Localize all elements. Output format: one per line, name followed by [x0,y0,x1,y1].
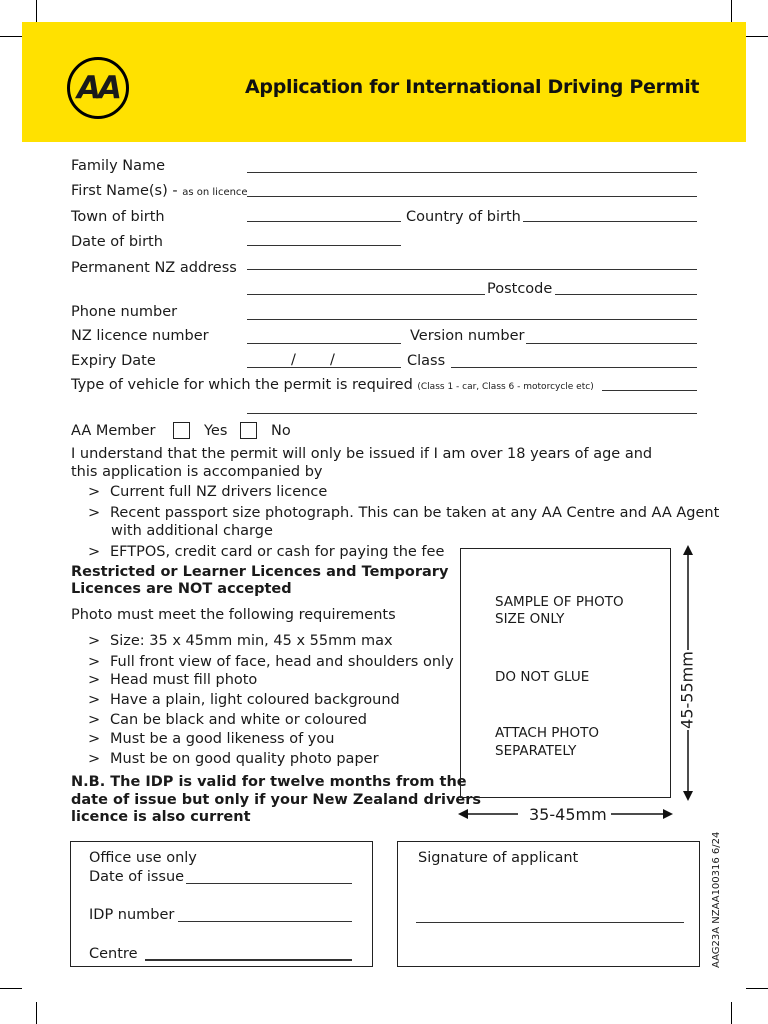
centre-label: Centre [89,946,138,962]
height-dimension-label: 45-55mm [677,651,697,729]
list-item-text: Size: 35 x 45mm min, 45 x 55mm max [110,633,393,649]
vehicle-type-text: Type of vehicle for which the permit is required [71,377,413,393]
bullet-marker: > [88,654,101,670]
office-use-title: Office use only [89,850,197,866]
bullet-marker: > [88,712,101,728]
aa-logo [67,57,129,119]
permanent-address-label: Permanent NZ address [71,260,237,276]
vehicle-type-note: (Class 1 - car, Class 6 - motorcycle etc) [417,382,594,392]
vehicle-type-field-2[interactable] [247,413,697,414]
version-number-label: Version number [410,328,525,344]
signature-field[interactable] [416,922,684,923]
list-item-text: Must be a good likeness of you [110,731,335,747]
expiry-slash: / [291,352,296,368]
aa-member-label: AA Member [71,423,156,439]
first-names-label [71,182,248,202]
class-field[interactable] [451,367,697,368]
photo-sample-line2: SIZE ONLY [495,611,565,627]
photo-sample-box [460,548,671,798]
bullet-marker: > [88,544,101,560]
bullet-marker: > [88,672,101,688]
list-item-text: Full front view of face, head and shoulders only [110,654,454,670]
first-names-text: First Name(s) - [71,183,183,199]
restricted-notice-line2 [71,580,292,598]
nz-licence-number-field[interactable] [247,343,401,344]
crop-mark [731,0,732,22]
photo-requirements-title: Photo must meet the following requirements [71,607,396,623]
date-of-birth-label: Date of birth [71,234,163,250]
crop-mark [0,36,22,37]
idp-number-field[interactable] [178,921,352,922]
crop-mark [0,988,22,989]
idp-number-label: IDP number [89,907,175,923]
crop-mark [731,1002,732,1024]
town-of-birth-label: Town of birth [71,209,165,225]
crop-mark [36,1002,37,1024]
date-of-issue-label: Date of issue [89,869,185,885]
bullet-marker: > [88,633,101,649]
expiry-slash: / [330,352,335,368]
crop-mark [746,988,768,989]
list-item-text: Recent passport size photograph. This can be taken at any AA Centre and AA Agent [110,505,720,521]
list-item-text: Can be black and white or coloured [110,712,367,728]
list-item-text: EFTPOS, credit card or cash for paying the fee [110,544,445,560]
address-line-2-field[interactable] [247,294,485,295]
width-dimension-label: 35-45mm [529,805,607,824]
restricted-text-b: accepted [212,581,292,597]
nb-line2: date of issue but only if your New Zealand drivers [71,792,482,808]
logo-text: AA [77,70,119,106]
no-label: No [271,423,291,439]
attach-photo-line2: SEPARATELY [495,743,577,759]
photo-sample-line1: SAMPLE OF PHOTO [495,594,624,610]
date-of-issue-field[interactable] [186,883,352,884]
signature-label: Signature of applicant [418,850,579,866]
bullet-marker: > [88,484,101,500]
bullet-marker: > [88,751,101,767]
restricted-text-a: Licences are [71,581,178,597]
centre-field[interactable] [145,959,352,961]
nb-line1: N.B. The IDP is valid for twelve months from the [71,774,467,790]
date-of-birth-field[interactable] [247,245,401,246]
do-not-glue-text: DO NOT GLUE [495,669,590,685]
family-name-field[interactable] [247,172,697,173]
expiry-date-field[interactable] [247,367,401,368]
phone-number-field[interactable] [247,319,697,320]
list-item-text: Head must fill photo [110,672,258,688]
nz-licence-number-label: NZ licence number [71,328,209,344]
phone-number-label: Phone number [71,304,178,320]
signature-box [397,841,700,967]
header-banner [22,22,746,142]
address-line-1-field[interactable] [247,269,697,270]
attach-photo-line1: ATTACH PHOTO [495,725,600,741]
class-label: Class [407,353,446,369]
list-item-text: Have a plain, light coloured background [110,692,400,708]
country-of-birth-field[interactable] [523,221,697,222]
family-name-label: Family Name [71,158,166,174]
restricted-not: NOT [177,581,213,597]
form-code: AAG23A NZAA100316 6/24 [711,831,722,968]
postcode-field[interactable] [555,294,697,295]
bullet-marker: > [88,505,101,521]
aa-member-yes-checkbox[interactable] [173,422,190,439]
office-use-box [70,841,373,967]
list-item-text: Current full NZ drivers licence [110,484,328,500]
expiry-date-label: Expiry Date [71,353,156,369]
vehicle-type-field[interactable] [602,390,697,391]
crop-mark [36,0,37,22]
aa-member-no-checkbox[interactable] [240,422,257,439]
bullet-marker: > [88,692,101,708]
postcode-label: Postcode [487,281,553,297]
vehicle-type-label [71,376,594,396]
crop-mark [746,36,768,37]
page-title: Application for International Driving Permit [245,76,700,98]
town-of-birth-field[interactable] [247,221,401,222]
country-of-birth-label: Country of birth [406,209,521,225]
yes-label: Yes [204,423,228,439]
list-item-text: Must be on good quality photo paper [110,751,379,767]
first-names-field[interactable] [247,196,697,197]
restricted-notice-line1: Restricted or Learner Licences and Temporary [71,564,449,580]
nb-line3: licence is also current [71,809,251,825]
bullet-marker: > [88,731,101,747]
first-names-note: as on licence [182,187,248,198]
list-item-continuation: with additional charge [111,523,273,539]
conditions-intro: I understand that the permit will only be issued if I am over 18 years of age and this application is accompanied by [71,446,653,480]
version-number-field[interactable] [526,343,697,344]
